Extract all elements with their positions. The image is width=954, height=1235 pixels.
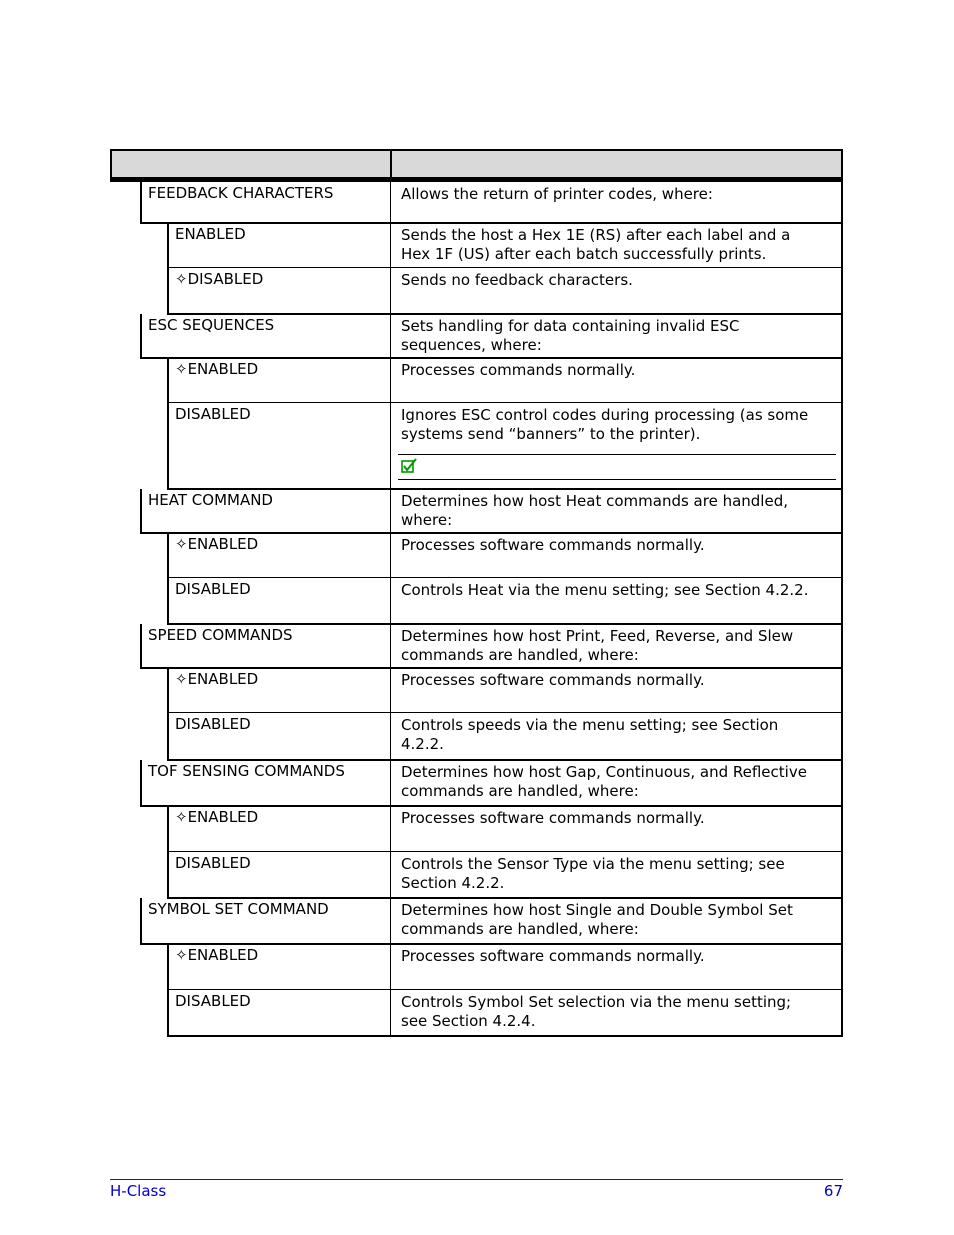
row-right-border bbox=[841, 489, 843, 533]
setting-name: FEEDBACK CHARACTERS bbox=[148, 184, 334, 202]
row-right-border bbox=[841, 358, 843, 403]
row-bottom-border bbox=[140, 357, 843, 359]
setting-option: ✧ENABLED bbox=[175, 808, 259, 826]
setting-description: Determines how host Print, Feed, Reverse, and Slew bbox=[401, 627, 794, 645]
row-bottom-border bbox=[167, 577, 843, 578]
column-divider bbox=[390, 624, 391, 668]
group-connector bbox=[167, 223, 169, 314]
setting-description: Determines how host Gap, Continuous, and Reflective bbox=[401, 763, 807, 781]
setting-description: Sends the host a Hex 1E (RS) after each label and a bbox=[401, 226, 791, 244]
setting-description: commands are handled, where: bbox=[401, 782, 639, 800]
row-bottom-border bbox=[167, 267, 843, 268]
setting-name: SPEED COMMANDS bbox=[148, 626, 293, 644]
group-connector bbox=[167, 668, 169, 760]
setting-description: where: bbox=[401, 511, 453, 529]
setting-description: Processes software commands normally. bbox=[401, 536, 705, 554]
row-left-border bbox=[140, 314, 142, 358]
setting-description: Allows the return of printer codes, where: bbox=[401, 185, 713, 203]
setting-description: Controls Symbol Set selection via the menu setting; bbox=[401, 993, 792, 1011]
setting-description: systems send “banners” to the printer). bbox=[401, 425, 701, 443]
row-right-border bbox=[841, 314, 843, 358]
row-right-border bbox=[841, 898, 843, 944]
setting-name: TOF SENSING COMMANDS bbox=[148, 762, 345, 780]
column-divider bbox=[390, 268, 391, 314]
group-connector bbox=[167, 358, 169, 489]
setting-option: ✧ENABLED bbox=[175, 360, 259, 378]
setting-description: 4.2.2. bbox=[401, 735, 444, 753]
setting-description: Processes commands normally. bbox=[401, 361, 636, 379]
setting-description: Hex 1F (US) after each batch successfully prints. bbox=[401, 245, 767, 263]
setting-description: Determines how host Heat commands are handled, bbox=[401, 492, 788, 510]
row-bottom-border bbox=[140, 222, 843, 224]
setting-description: Sets handling for data containing invalid ESC bbox=[401, 317, 740, 335]
row-bottom-border bbox=[167, 759, 843, 761]
setting-description: Controls Heat via the menu setting; see Section 4.2.2. bbox=[401, 581, 809, 599]
row-bottom-border bbox=[167, 488, 843, 490]
column-divider bbox=[390, 944, 391, 990]
setting-option: DISABLED bbox=[175, 580, 251, 598]
column-divider bbox=[390, 668, 391, 713]
row-bottom-border bbox=[140, 805, 843, 807]
row-left-border bbox=[140, 898, 142, 944]
setting-option: DISABLED bbox=[175, 715, 251, 733]
column-divider bbox=[390, 533, 391, 578]
row-right-border bbox=[841, 668, 843, 713]
row-right-border bbox=[841, 806, 843, 852]
setting-description: see Section 4.2.4. bbox=[401, 1012, 536, 1030]
row-right-border bbox=[841, 182, 843, 223]
row-bottom-border bbox=[140, 532, 843, 534]
setting-description: sequences, where: bbox=[401, 336, 542, 354]
row-bottom-border bbox=[167, 989, 843, 990]
setting-option: ✧ENABLED bbox=[175, 535, 259, 553]
setting-description: commands are handled, where: bbox=[401, 920, 639, 938]
row-right-border bbox=[841, 990, 843, 1036]
column-divider bbox=[390, 403, 391, 489]
setting-description: Section 4.2.2. bbox=[401, 874, 505, 892]
row-bottom-border bbox=[167, 851, 843, 852]
column-divider bbox=[390, 314, 391, 358]
row-left-border bbox=[140, 489, 142, 533]
setting-description: Sends no feedback characters. bbox=[401, 271, 633, 289]
setting-option: DISABLED bbox=[175, 854, 251, 872]
row-right-border bbox=[841, 533, 843, 578]
row-right-border bbox=[841, 852, 843, 898]
setting-description: Processes software commands normally. bbox=[401, 671, 705, 689]
row-bottom-border bbox=[167, 402, 843, 403]
column-divider bbox=[390, 852, 391, 898]
row-left-border bbox=[140, 624, 142, 668]
note-bottom-rule bbox=[398, 479, 836, 480]
column-divider bbox=[390, 990, 391, 1036]
row-right-border bbox=[841, 713, 843, 760]
footer-product-name: H-Class bbox=[110, 1182, 167, 1200]
footer-rule bbox=[110, 1179, 843, 1180]
row-right-border bbox=[841, 268, 843, 314]
row-bottom-border bbox=[167, 623, 843, 625]
table-header-divider bbox=[390, 149, 392, 179]
column-divider bbox=[390, 182, 391, 223]
footer-page-number: 67 bbox=[823, 1182, 843, 1200]
row-bottom-border bbox=[140, 943, 843, 945]
setting-option: ✧ENABLED bbox=[175, 946, 259, 964]
row-right-border bbox=[841, 578, 843, 624]
setting-option: ✧DISABLED bbox=[175, 270, 264, 288]
setting-description: Processes software commands normally. bbox=[401, 809, 705, 827]
setting-name: ESC SEQUENCES bbox=[148, 316, 275, 334]
row-bottom-border bbox=[167, 897, 843, 899]
table-header-bar bbox=[110, 149, 843, 179]
column-divider bbox=[390, 578, 391, 624]
row-bottom-border bbox=[167, 313, 843, 315]
setting-description: Controls speeds via the menu setting; see Section bbox=[401, 716, 779, 734]
setting-name: HEAT COMMAND bbox=[148, 491, 273, 509]
row-right-border bbox=[841, 223, 843, 268]
setting-option: DISABLED bbox=[175, 405, 251, 423]
column-divider bbox=[390, 489, 391, 533]
checkbox-check-icon bbox=[400, 457, 418, 475]
row-left-border bbox=[140, 182, 142, 223]
header-bottom-rule bbox=[110, 179, 843, 182]
row-bottom-border bbox=[167, 712, 843, 713]
setting-description: Determines how host Single and Double Symbol Set bbox=[401, 901, 793, 919]
setting-option: DISABLED bbox=[175, 992, 251, 1010]
row-right-border bbox=[841, 760, 843, 806]
row-bottom-border bbox=[167, 1035, 843, 1037]
note-top-rule bbox=[398, 454, 836, 455]
setting-description: Controls the Sensor Type via the menu setting; see bbox=[401, 855, 785, 873]
row-left-border bbox=[140, 760, 142, 806]
column-divider bbox=[390, 223, 391, 268]
setting-description: Processes software commands normally. bbox=[401, 947, 705, 965]
setting-name: SYMBOL SET COMMAND bbox=[148, 900, 329, 918]
column-divider bbox=[390, 806, 391, 852]
setting-description: commands are handled, where: bbox=[401, 646, 639, 664]
row-right-border bbox=[841, 624, 843, 668]
group-connector bbox=[167, 806, 169, 898]
column-divider bbox=[390, 358, 391, 403]
group-connector bbox=[167, 533, 169, 624]
column-divider bbox=[390, 898, 391, 944]
setting-description: Ignores ESC control codes during processing (as some bbox=[401, 406, 809, 424]
row-bottom-border bbox=[140, 667, 843, 669]
column-divider bbox=[390, 760, 391, 806]
setting-option: ENABLED bbox=[175, 225, 246, 243]
row-right-border bbox=[841, 944, 843, 990]
row-right-border bbox=[841, 403, 843, 489]
column-divider bbox=[390, 713, 391, 760]
setting-option: ✧ENABLED bbox=[175, 670, 259, 688]
group-connector bbox=[167, 944, 169, 1036]
